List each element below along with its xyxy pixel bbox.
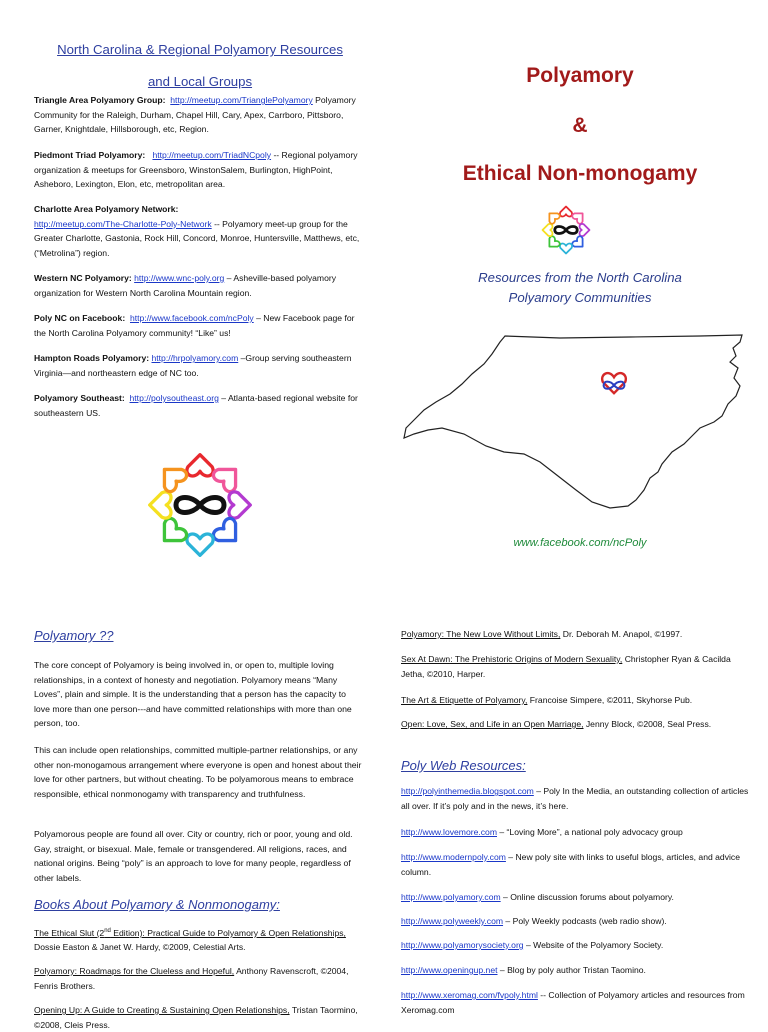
- group-charlotte: [34, 202, 364, 261]
- book-title: Polyamory: Roadmaps for the Clueless and Hopeful,: [34, 966, 235, 976]
- resource-item: [401, 914, 756, 929]
- group-desc: -- Polyamory meet-up group for the Greater Charlotte, Gastonia, Rock Hill, Concord, Monroe, Huntersville, Matthews, etc, (“Metrolina”) region.: [34, 218, 360, 259]
- group-desc: – Atlanta-based regional website for southeastern US.: [34, 393, 358, 418]
- resource-desc: – Blog by poly author Tristan Taomino.: [497, 965, 646, 975]
- group-facebook: [34, 311, 364, 340]
- resource-item: [401, 825, 756, 840]
- book-meta: Christopher Ryan & Cacilda Jetha, ©2010, Harper.: [401, 654, 731, 679]
- resources-subtitle: [400, 268, 760, 307]
- group-name: Polyamory Southeast:: [34, 393, 125, 403]
- resource-desc: – New poly site with links to useful blogs, articles, and advice column.: [401, 852, 740, 877]
- facebook-link[interactable]: www.facebook.com/ncPoly: [513, 537, 647, 549]
- paragraph-core-concept: The core concept of Polyamory is being involved in, or open to, multiple loving relationships, in a context of honesty and negotiation. Polyamory means “Many Loves”, plain and simple. It is the understanding that a person has the capacity to love more than one person---and have committed relationships with more than one person, too.: [34, 660, 352, 729]
- resource-desc: – Poly Weekly podcasts (web radio show).: [503, 916, 667, 926]
- heart-infinity-icon: [598, 366, 630, 398]
- group-link[interactable]: http://meetup.com/TriadNCpoly: [152, 150, 272, 160]
- book-sex-at-dawn: [401, 652, 751, 681]
- resource-link[interactable]: http://www.polyamorysociety.org: [401, 940, 524, 950]
- subtitle-line1: Resources from the North Carolina: [478, 270, 682, 285]
- book-title: Sex At Dawn: The Prehistoric Origins of Modern Sexuality,: [401, 654, 623, 664]
- resource-link[interactable]: http://www.lovemore.com: [401, 827, 497, 837]
- group-western-nc: [34, 271, 364, 300]
- title-polyamory: Polyamory: [526, 64, 634, 87]
- group-southeast: [34, 391, 364, 420]
- resource-desc: – “Loving More”, a national poly advocacy group: [497, 827, 683, 837]
- resource-item: [401, 938, 756, 953]
- resource-link[interactable]: http://www.polyamory.com: [401, 892, 501, 902]
- resource-item: [401, 850, 756, 879]
- poly-heart-flower-icon: [538, 202, 594, 258]
- group-desc: -- Regional polyamory organization & meetups for Greensboro, WinstonSalem, Burlington, HighPoint, Asheboro, Lexington, Elon, etc, metropolitan area.: [34, 150, 358, 190]
- group-triangle: [34, 93, 364, 137]
- book-meta: Dossie Easton & Janet W. Hardy, ©2009, Celestial Arts.: [34, 942, 246, 953]
- nc-resources-title: [30, 34, 370, 98]
- group-desc: – Asheville-based polyamory organization for Western North Carolina Mountain region.: [34, 273, 337, 298]
- group-name: Triangle Area Polyamory Group:: [34, 95, 166, 105]
- title-ampersand: &: [572, 114, 588, 137]
- group-name: Piedmont Triad Polyamory:: [34, 150, 146, 160]
- north-carolina-map: [400, 326, 750, 526]
- book-title-sup: nd: [104, 928, 111, 934]
- book-ethical-slut: [34, 924, 364, 955]
- resource-link[interactable]: http://www.polyweekly.com: [401, 916, 504, 926]
- poly-heart-flower-icon: [140, 445, 260, 565]
- heading-polyamory-text: Polyamory ??: [34, 628, 114, 643]
- book-meta: Anthony Ravenscroft, ©2004, Fenris Brothers.: [34, 966, 349, 991]
- book-opening-up: [34, 1003, 364, 1032]
- group-name: Hampton Roads Polyamory:: [34, 353, 150, 363]
- group-hampton-roads: [34, 351, 364, 380]
- book-title-part: The Ethical Slut (2: [34, 927, 105, 938]
- resource-link[interactable]: http://polyinthemedia.blogspot.com: [401, 786, 534, 796]
- book-title: The Art & Etiquette of Polyamory,: [401, 695, 528, 705]
- group-link[interactable]: http://www.wnc-poly.org: [134, 273, 225, 283]
- group-name: Poly NC on Facebook:: [34, 313, 126, 323]
- book-open: [401, 717, 751, 732]
- resource-link[interactable]: http://www.modernpoly.com: [401, 852, 506, 862]
- group-link[interactable]: http://www.facebook.com/ncPoly: [129, 313, 254, 323]
- book-art-etiquette: [401, 693, 751, 708]
- book-title: Opening Up: A Guide to Creating & Sustaining Open Relationships,: [34, 1005, 290, 1015]
- heading-polyamory: [34, 628, 113, 643]
- group-link[interactable]: http://polysoutheast.org: [129, 393, 219, 403]
- resource-item: [401, 963, 756, 978]
- resource-item: [401, 890, 756, 905]
- paragraph-poly-people: Polyamorous people are found all over. City or country, rich or poor, young and old. Gay, straight, or bisexual. Male, female or transgendered. All religions, races, and national origins. Being “poly” is an approach to love for many people, regardless of other labels.: [34, 829, 353, 883]
- book-title: Polyamory: The New Love Without Limits,: [401, 629, 561, 639]
- book-meta: Francoise Simpere, ©2011, Skyhorse Pub.: [527, 695, 693, 705]
- resource-desc: – Poly In the Media, an outstanding collection of articles all over. If it’s poly and in the news, it’s here.: [401, 786, 749, 811]
- paragraph-open-relationships: This can include open relationships, committed multiple-partner relationships, or any other non-monogamous arrangement where everyone is open and honest about their love for other partners, but without cheating. To be polyamorous means to embrace responsible, ethical nonmonogamy with transparency and truthfulness.: [34, 745, 362, 799]
- resource-link[interactable]: http://www.xeromag.com/fvpoly.html: [401, 990, 538, 1000]
- group-piedmont: [34, 148, 364, 192]
- book-meta: Tristan Taormino, ©2008, Cleis Press.: [34, 1005, 358, 1030]
- nc-resources-title-line1: North Carolina & Regional Polyamory Resources: [57, 42, 343, 57]
- title-ethical-non-monogamy: Ethical Non-monogamy: [462, 162, 698, 185]
- group-desc: – New Facebook page for the North Carolina Polyamory community! “Like” us!: [34, 313, 355, 338]
- nc-resources-title-line2: and Local Groups: [147, 74, 253, 89]
- group-desc: Polyamory Community for the Raleigh, Durham, Chapel Hill, Cary, Apex, Carrboro, Pittsboro, Garner, Knightdale, Hillsborough, etc, Region.: [34, 95, 356, 135]
- resource-desc: – Online discussion forums about polyamory.: [500, 892, 674, 902]
- group-link[interactable]: http://meetup.com/TrianglePolyamory: [170, 95, 313, 105]
- heading-web-resources-text: Poly Web Resources:: [401, 758, 526, 773]
- heading-books: [34, 897, 280, 912]
- subtitle-line2: Polyamory Communities: [508, 289, 652, 305]
- resource-desc: – Website of the Polyamory Society.: [523, 940, 664, 950]
- book-meta: Dr. Deborah M. Anapol, ©1997.: [560, 629, 683, 639]
- resource-link[interactable]: http://www.openingup.net: [401, 965, 498, 975]
- group-desc: –Group serving southeastern Virginia—and northeastern edge of NC too.: [34, 353, 352, 378]
- book-title-part: Edition): Practical Guide to Polyamory & Open Relationships,: [110, 927, 346, 938]
- resource-item: [401, 988, 756, 1017]
- group-name: Western NC Polyamory:: [34, 273, 132, 283]
- heading-web-resources: [401, 758, 526, 773]
- heading-books-text: Books About Polyamory & Nonmonogamy:: [34, 897, 280, 912]
- resource-desc: -- Collection of Polyamory articles and resources from Xeromag.com: [401, 990, 745, 1015]
- book-title: [34, 928, 346, 938]
- book-new-love: [401, 627, 751, 642]
- group-name: Charlotte Area Polyamory Network:: [34, 204, 179, 214]
- book-meta: Jenny Block, ©2008, Seal Press.: [583, 719, 712, 729]
- resource-item: [401, 784, 756, 813]
- book-roadmaps: [34, 964, 364, 993]
- group-link[interactable]: http://hrpolyamory.com: [151, 353, 239, 363]
- book-title: Open: Love, Sex, and Life in an Open Marriage,: [401, 719, 584, 729]
- group-link[interactable]: http://meetup.com/The-Charlotte-Poly-Network: [34, 218, 212, 229]
